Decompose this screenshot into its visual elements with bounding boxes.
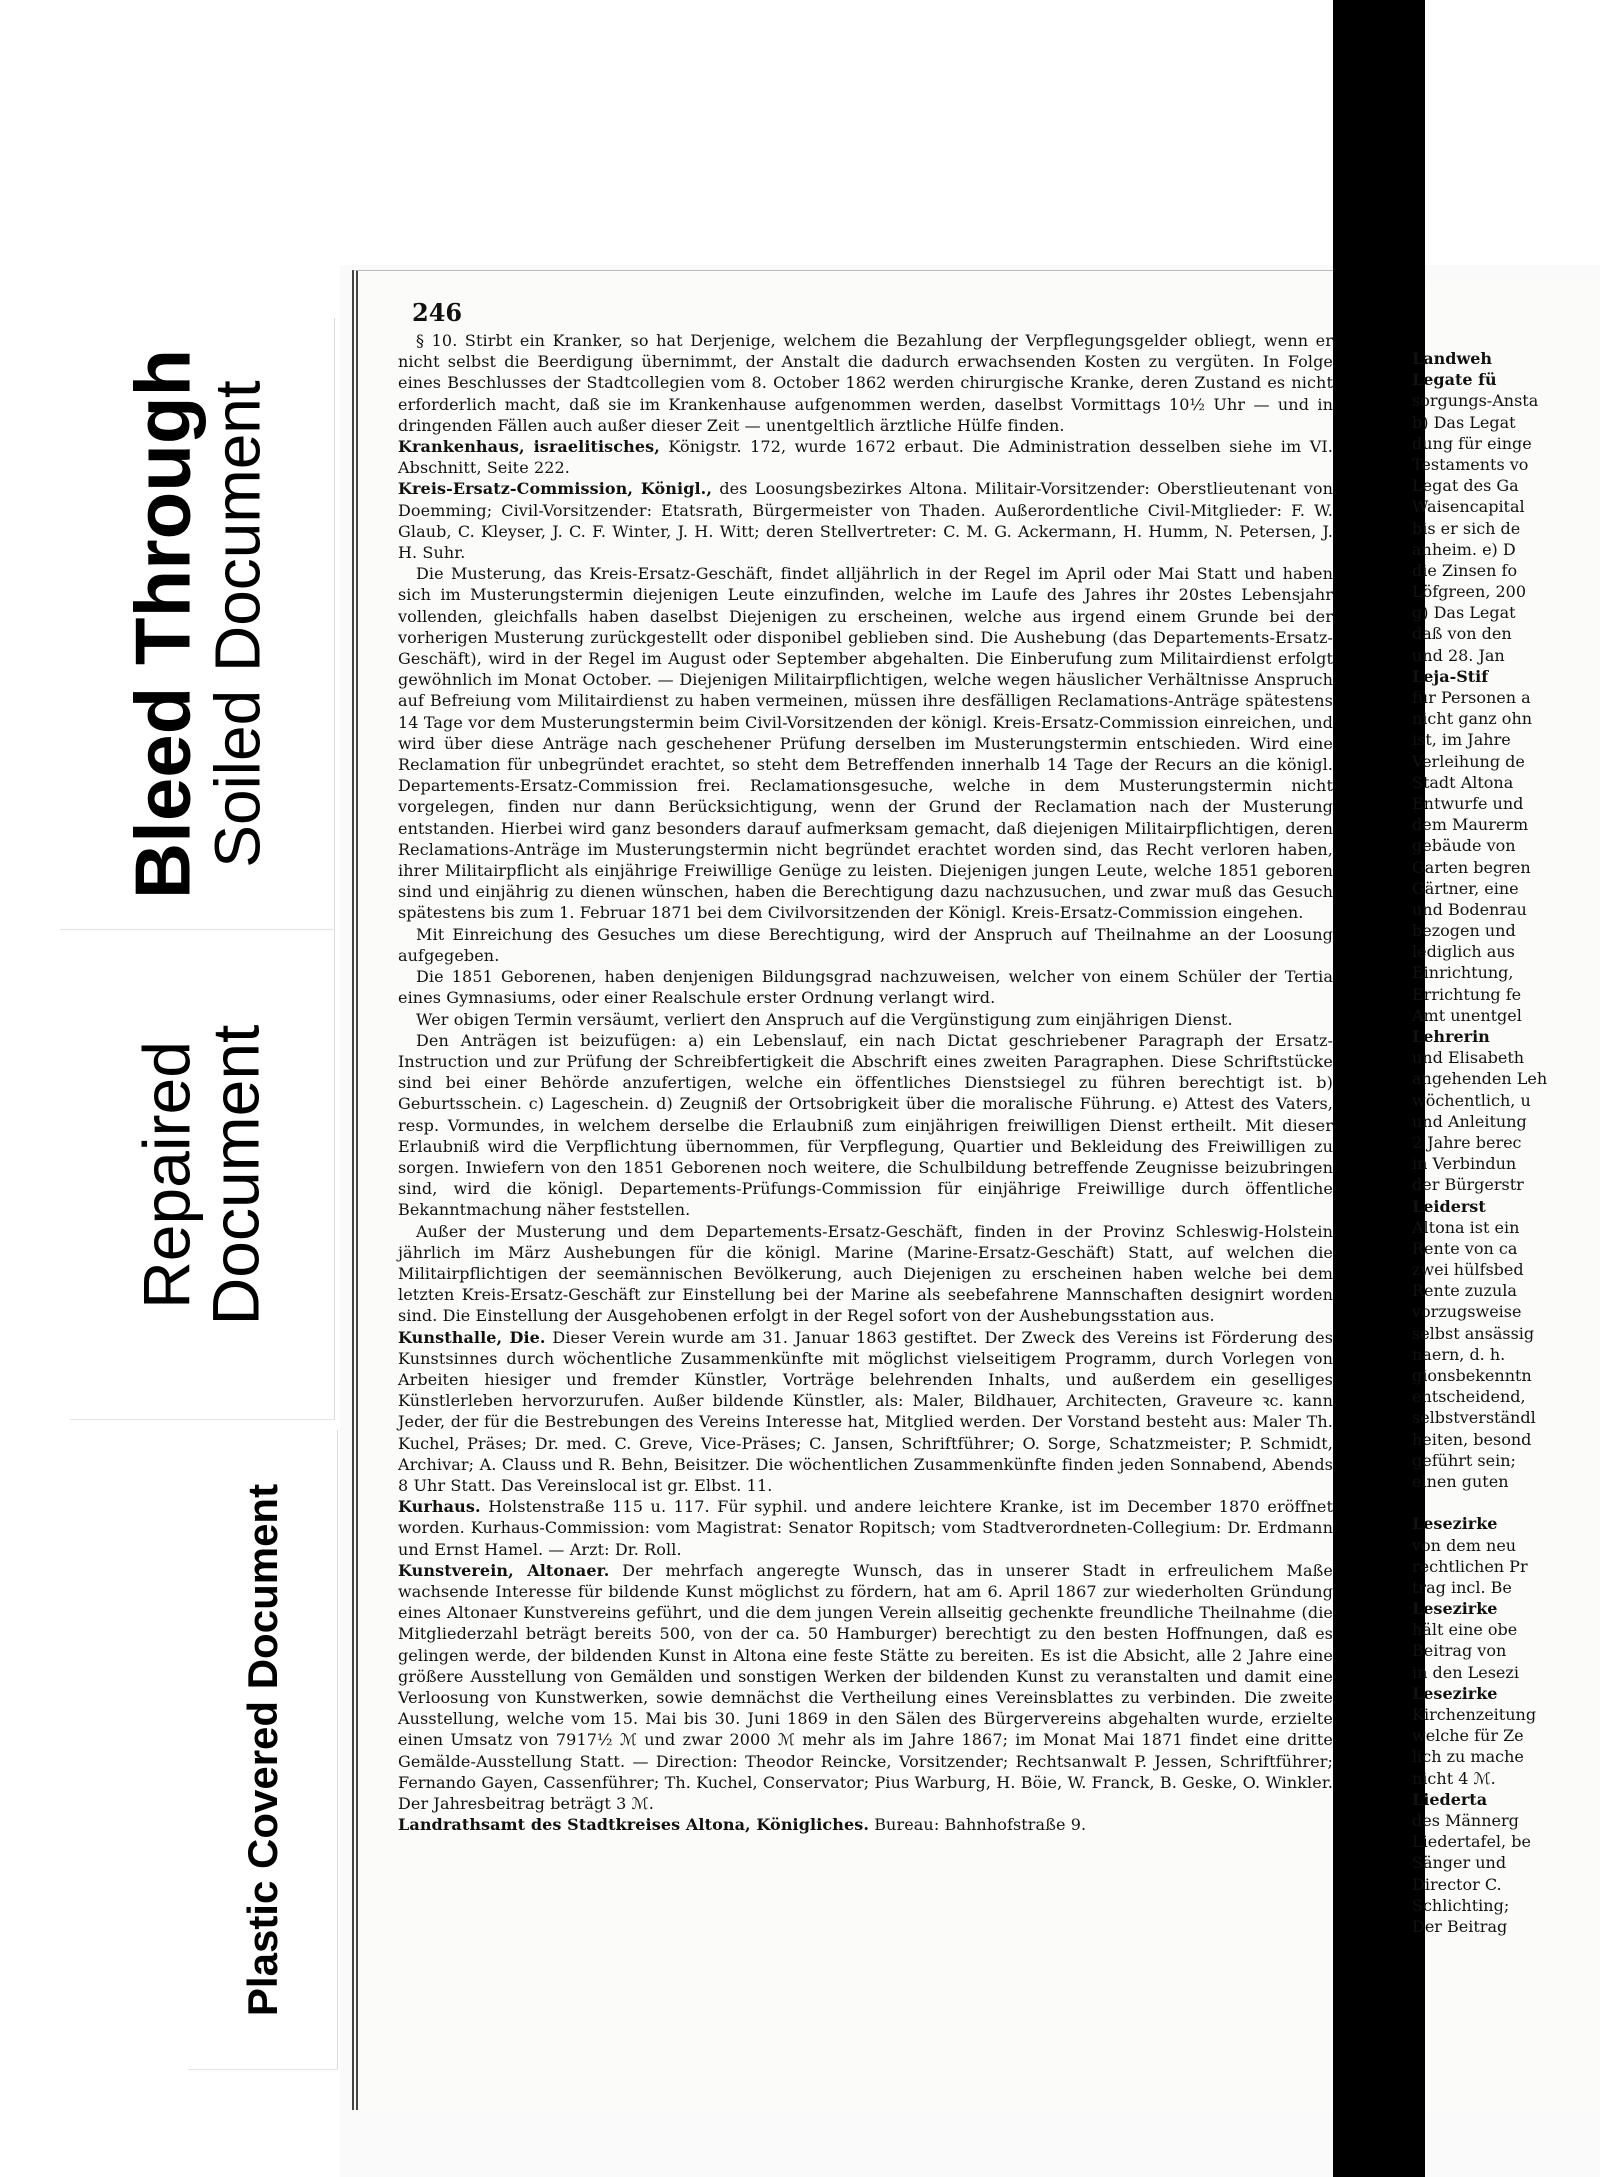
entry-heading: Kunsthalle, Die. bbox=[398, 1327, 546, 1347]
right-page-text bbox=[1412, 348, 1600, 1937]
label-repaired-line1: Repaired bbox=[129, 1040, 204, 1309]
paragraph: § 10. Stirbt ein Kranker, so hat Derjenige, welchem die Bezahlung der Verpflegungsgelder obliegt, wenn er nicht selbst die Beerdigung übernimmt, der Anstalt die dadurch erwachsenden Kosten zu vergüten. In Folge eines Beschlusses der Stadtcollegien vom 8. October 1862 werden chirurgische Kranke, deren Zustand es nicht erforderlich macht, daß sie im Krankenhause aufgenommen werden, daselbst Vormittags 10½ Uhr — und in dringenden Fällen auch außer dieser Zeit — unentgeltlich ärztliche Hülfe finden. bbox=[398, 331, 1333, 435]
right-page-line: und Elisabeth bbox=[1412, 1048, 1525, 1068]
right-page-line: daß von den bbox=[1412, 624, 1512, 644]
paragraph: Außer der Musterung und dem Departements-Ersatz-Geschäft, finden in der Provinz Schleswig-Holstein jährlich im März Aushebungen für die königl. Marine (Marine-Ersatz-Geschäft) Statt, auf welchen die Militairpflichtigen der seemännischen Bevölkerung, auch Diejenigen zu erscheinen haben welche bei dem letzten Kreis-Ersatz-Geschäft zur Einstellung bei der Marine als seebefahrene Mannschaften designirt worden sind. Die Einstellung der Ausgehobenen erfolgt in der Regel sofort von der Aushebungsstation aus. bbox=[398, 1221, 1333, 1326]
right-page-line: Legate fü bbox=[1412, 370, 1497, 390]
right-page-line: in den Lesezi bbox=[1412, 1662, 1519, 1682]
paragraph: Landrathsamt des Stadtkreises Altona, Königliches. Bureau: Bahnhofstraße 9. bbox=[398, 1815, 1087, 1835]
right-page-line: nicht 4 ℳ. bbox=[1412, 1768, 1496, 1788]
right-page-line: für Personen a bbox=[1412, 688, 1531, 707]
right-page-line: bis er sich de bbox=[1412, 518, 1521, 538]
label-soiled-document: Soiled Document bbox=[201, 379, 274, 868]
paragraph: Kreis-Ersatz-Commission, Königl., des Loosungsbezirkes Altona. Militair-Vorsitzender: Oberstlieutenant von Doemming; Civil-Vorsitzender: Etatsrath, Bürgermeister von Thaden. Außerordentliche Civil-Mitglieder: F. W. Glaub, C. Kleyser, J. C. F. Winter, J. H. Witt; deren Stellvertreter: C. M. G. Ackermann, H. Humm, N. Petersen, J. H. Suhr. bbox=[398, 479, 1333, 563]
page-body-text bbox=[398, 330, 1333, 1835]
right-page-line: Testaments vo bbox=[1412, 454, 1529, 474]
right-page-line: gebäude von bbox=[1412, 836, 1516, 856]
right-page-line: geführt sein; bbox=[1412, 1450, 1516, 1470]
label-repaired-line2: Document bbox=[199, 1024, 273, 1325]
right-page-line: 2 Jahre berec bbox=[1412, 1132, 1522, 1152]
right-page-line: g) Das Legat bbox=[1412, 603, 1516, 623]
label-plastic-covered: Plastic Covered Document bbox=[238, 1483, 286, 2016]
paragraph: Kurhaus. Holstenstraße 115 u. 117. Für syphil. und andere leichtere Kranke, ist im December 1870 eröffnet worden. Kurhaus-Commission: vom Magistrat: Senator Ropitsch; vom Stadtverordneten-Collegium: Dr. Erdmann und Ernst Hamel. — Arzt: Dr. Roll. bbox=[398, 1497, 1333, 1559]
right-page-line: lediglich aus bbox=[1412, 942, 1515, 962]
right-page-line: Sänger und bbox=[1412, 1853, 1507, 1873]
right-page-line: dem Maurerm bbox=[1412, 815, 1529, 835]
right-page-line: des Männerg bbox=[1412, 1810, 1519, 1830]
right-page-line: lich zu mache bbox=[1412, 1747, 1524, 1767]
right-page-line: selbstverständl bbox=[1412, 1408, 1536, 1428]
right-page-line: entscheidend, bbox=[1412, 1387, 1526, 1407]
right-page-line: der Bürgerstr bbox=[1412, 1175, 1524, 1195]
right-page-line: Lesezirke bbox=[1412, 1599, 1498, 1619]
right-page-line bbox=[1412, 1492, 1600, 1513]
right-page-line: Leja-Stif bbox=[1412, 666, 1489, 686]
right-page-line: Liedertafel, be bbox=[1412, 1832, 1531, 1852]
right-page-line: Altona ist ein bbox=[1412, 1217, 1520, 1237]
right-page-line: hält eine obe bbox=[1412, 1620, 1518, 1640]
right-page-line: trag incl. Be bbox=[1412, 1577, 1512, 1597]
right-page-line: Liederta bbox=[1412, 1789, 1488, 1809]
entry-heading: Krankenhaus, israelitisches, bbox=[398, 437, 660, 457]
right-page-line: und Anleitung bbox=[1412, 1111, 1527, 1131]
right-page-line: Kirchenzeitung bbox=[1412, 1705, 1537, 1724]
right-page-line: in Verbindun bbox=[1412, 1154, 1517, 1174]
right-page-line: wöchentlich, u bbox=[1412, 1090, 1531, 1110]
right-page-line: Entwurfe und bbox=[1412, 793, 1524, 813]
right-page-line: anheim. e) D bbox=[1412, 539, 1516, 559]
label-bleed-soiled bbox=[60, 318, 335, 930]
right-page-line: Beitrag von bbox=[1412, 1641, 1507, 1661]
right-page-line: einen guten bbox=[1412, 1471, 1509, 1491]
right-page-line: sorgungs-Ansta bbox=[1412, 391, 1539, 411]
right-page-line: Errichtung fe bbox=[1412, 984, 1522, 1004]
right-page-line: rechtlichen Pr bbox=[1412, 1556, 1528, 1576]
label-bleed-through: Bleed Through bbox=[118, 348, 207, 899]
right-page-line: zwei hülfsbed bbox=[1412, 1260, 1524, 1280]
right-page-line: nicht ganz ohn bbox=[1412, 709, 1533, 729]
entry-heading: Kurhaus. bbox=[398, 1497, 481, 1517]
page-number: 246 bbox=[412, 298, 463, 327]
right-page-line: selbst ansässig bbox=[1412, 1323, 1535, 1343]
paragraph: Wer obigen Termin versäumt, verliert den Anspruch auf die Vergünstigung zum einjährigen Dienst. bbox=[416, 1009, 1233, 1029]
label-strip bbox=[0, 0, 340, 2177]
right-page-line: Schlichting; bbox=[1412, 1895, 1510, 1915]
right-page-line: Amt unentgel bbox=[1412, 1005, 1522, 1025]
right-page-line: Einrichtung, bbox=[1412, 963, 1514, 983]
right-page-line: die Zinsen fo bbox=[1412, 560, 1518, 580]
right-page-line: Waisencapital bbox=[1412, 497, 1525, 517]
right-page-line: angehenden Leh bbox=[1412, 1069, 1548, 1089]
right-page-line: Der Beitrag bbox=[1412, 1916, 1508, 1936]
right-page-line: Rente von ca bbox=[1412, 1238, 1518, 1258]
right-page-line: vorzugsweise bbox=[1412, 1302, 1522, 1322]
right-page-line: b) Das Legat bbox=[1412, 412, 1516, 432]
right-page-line: Stadt Altona bbox=[1412, 772, 1514, 792]
right-page-line: und Bodenrau bbox=[1412, 899, 1527, 919]
right-page-line: Löfgreen, 200 bbox=[1412, 582, 1527, 602]
right-page-line: Lesezirke bbox=[1412, 1683, 1498, 1703]
right-page-line: ist, im Jahre bbox=[1412, 730, 1511, 750]
right-page-line: Verleihung de bbox=[1412, 751, 1525, 771]
entry-heading: Kreis-Ersatz-Commission, Königl., bbox=[398, 479, 713, 499]
paragraph: Kunstverein, Altonaer. Der mehrfach angeregte Wunsch, das in unserer Stadt in erfreulichem Maße wachsende Interesse für bildende Kunst möglichst zu fördern, hat am 6. April 1867 zur wiederholten Gründung eines Altonaer Kunstvereins geführt, und die dem jungen Verein allseitig gechenkte freundliche Theilnahme (die Mitgliederzahl beträgt bereits 500, von der ca. 50 Hamburger) berechtigt zu den besten Hoffnungen, daß es gelingen werde, der bildenden Kunst in Altona eine feste Stätte zu bereiten. Es ist die Absicht, alle 2 Jahre eine größere Ausstellung von Gemälden und sonstigen Werken der bildenden Kunst zu veranstalten und damit eine Verloosung von Kunstwerken, sowie demnächst die Vertheilung eines Vereinsblattes zu verbinden. Die zweite Ausstellung, welche vom 15. Mai bis 30. Juni 1869 in den Sälen des Bürgervereins abgehalten wurde, erzielte einen Umsatz von 7917½ ℳ und zwar 2000 ℳ mehr als im Jahre 1867; im Monat Mai 1871 findet eine dritte Gemälde-Ausstellung Statt. — Direction: Theodor Reincke, Vorsitzender; Rechtsanwalt P. Jessen, Schriftführer; Fernando Gayen, Cassenführer; Th. Kuchel, Conservator; Pius Warburg, H. Böie, W. Franck, B. Geske, O. Winkler. Der Jahresbeitrag beträgt 3 ℳ. bbox=[398, 1560, 1334, 1814]
right-page-line: dung für einge bbox=[1412, 433, 1532, 453]
right-page-line: heiten, besond bbox=[1412, 1429, 1532, 1449]
paragraph: Den Anträgen ist beizufügen: a) ein Lebenslauf, ein nach Dictat geschriebener Paragraph der Ersatz-Instruction und zur Prüfung der Schreibfertigkeit die Abschrift eines zweiten Paragraphen. Diese Schriftstücke sind bei einer Behörde anzufertigen, welche ein öffentliches Dienstsiegel zu führen berechtigt ist. b) Geburtsschein. c) Lageschein. d) Zeugniß der Ortsobrigkeit über die moralische Führung. e) Attest des Vaters, resp. Vormundes, in welchem derselbe die Erlaubniß zum einjährigen freiwilligen Dienst ertheilt. Mit dieser Erlaubniß wird die Verpflichtung übernommen, für Verpflegung, Quartier und Bekleidung des Freiwilligen zu sorgen. Inwiefern von den 1851 Geborenen noch weitere, die Schulbildung betreffende Zeugnisse beizubringen sind, wird die königl. Departements-Prüfungs-Commission für einjährige Freiwillige durch öffentliche Bekanntmachung näher feststellen. bbox=[398, 1030, 1333, 1220]
right-page-line: Landweh bbox=[1412, 349, 1493, 368]
paragraph: Mit Einreichung des Gesuches um diese Berechtigung, wird der Anspruch auf Theilnahme an der Loosung aufgegeben. bbox=[398, 924, 1333, 965]
right-page-line: und 28. Jan bbox=[1412, 645, 1505, 665]
right-page-line: Rente zuzula bbox=[1412, 1281, 1517, 1301]
right-page-line: von dem neu bbox=[1412, 1535, 1517, 1555]
label-repaired bbox=[70, 930, 335, 1420]
right-page-line: Garten begren bbox=[1412, 857, 1531, 877]
right-page-line: welche für Ze bbox=[1412, 1726, 1524, 1746]
label-plastic bbox=[188, 1430, 338, 2070]
label-bleed-soiled-text bbox=[118, 348, 274, 899]
entry-heading: Kunstverein, Altonaer. bbox=[398, 1560, 610, 1580]
white-corner bbox=[1425, 0, 1600, 240]
right-page-line: naern, d. h. bbox=[1412, 1344, 1506, 1364]
right-page-line: Legat des Ga bbox=[1412, 476, 1519, 496]
right-page-line: Lehrerin bbox=[1412, 1027, 1490, 1046]
paragraph: Krankenhaus, israelitisches, Königstr. 172, wurde 1672 erbaut. Die Administration desselben siehe im VI. Abschnitt, Seite 222. bbox=[398, 437, 1333, 478]
paragraph: Die 1851 Geborenen, haben denjenigen Bildungsgrad nachzuweisen, welcher von einem Schüler der Tertia eines Gymnasiums, oder einer Realschule erster Ordnung verlangt wird. bbox=[398, 967, 1333, 1008]
right-page-line: gionsbekenntn bbox=[1412, 1366, 1532, 1385]
paragraph: Die Musterung, das Kreis-Ersatz-Geschäft, findet alljährlich in der Regel im April oder Mai Statt und haben sich im Musterungstermin diejenigen Leute einzufinden, welche im Laufe des Jahres ihr 20stes Lebensjahr vollenden, gleichfalls haben daselbst Diejenigen zu erscheinen, welche aus irgend einem Grunde bei der vorherigen Musterung zurückgestellt oder disponibel geblieben sind. Die Aushebung (das Departements-Ersatz-Geschäft), wird in der Regel im August oder September abgehalten. Die Einberufung zum Militairdienst erfolgt gewöhnlich im Monat October. — Diejenigen Militairpflichtigen, welche wegen häuslicher Verhältnisse Anspruch auf Befreiung vom Militairdienst zu haben vermeinen, müssen ihre desfälligen Reclamations-Anträge spätestens 14 Tage vor dem Musterungstermin beim Civil-Vorsitzenden der königl. Kreis-Ersatz-Commission einreichen, und wird über diese Anträge nach geschehener Prüfung derselben im Musterungstermin entschieden. Wird eine Reclamation für unbegründet erachtet, so steht dem Betreffenden innerhalb 14 Tage der Recurs an die königl. Departements-Ersatz-Commission frei. Reclamationsgesuche, welche in dem Musterungstermin nicht vorgelegen, finden nur dann Berücksichtigung, wenn der Grund der Reclamation nach der Musterung entstanden. Hierbei wird ganz besonders darauf aufmerksam gemacht, daß diejenigen Militairpflichtigen, deren Reclamations-Anträge im Musterungstermin nicht begründet erachtet worden sind, das Recht verloren haben, ihrer Militairpflicht als einjährige Freiwillige Genüge zu leisten. Diejenigen jungen Leute, welche 1851 geboren sind und einjährig zu dienen wünschen, haben die Berechtigung dazu nachzusuchen, und zwar muß das Gesuch spätestens bis zum 1. Februar 1871 bei dem Civilvorsitzenden der Königl. Kreis-Ersatz-Commission eingehen. bbox=[398, 564, 1333, 923]
right-page-line: Director C. bbox=[1412, 1874, 1502, 1894]
right-page-line: bezogen und bbox=[1412, 921, 1516, 941]
right-page-line: Leiderst bbox=[1412, 1196, 1486, 1216]
right-page-line: Lesezirke bbox=[1412, 1514, 1498, 1534]
entry-heading: Landrathsamt des Stadtkreises Altona, Königliches. bbox=[398, 1815, 870, 1835]
right-page-line: Gärtner, eine bbox=[1412, 878, 1519, 898]
paragraph: Kunsthalle, Die. Dieser Verein wurde am 31. Januar 1863 gestiftet. Der Zweck des Vereins ist Förderung des Kunstsinnes durch wöchentliche Zusammenkünfte mit möglichst vielseitigem Programm, durch Vorlegen von Arbeiten hiesiger und fremder Künstler, Vorträge belehrenden Inhalts, und außerdem ein geselliges Künstlerleben hervorzurufen. Außer bildende Künstler, als: Maler, Bildhauer, Architecten, Graveure ꝛc. kann Jeder, der für die Bestrebungen des Vereins Interesse hat, Mitglied werden. Der Vorstand besteht aus: Maler Th. Kuchel, Präses; Dr. med. C. Greve, Vice-Präses; C. Jansen, Schriftführer; O. Sorge, Schatzmeister; P. Schmidt, Archivar; A. Clauss und R. Behn, Beisitzer. Die wöchentlichen Zusammenkünfte finden jeden Sonnabend, Abends 8 Uhr Statt. Das Vereinslocal ist gr. Elbst. 11. bbox=[398, 1327, 1334, 1495]
label-repaired-text bbox=[129, 1024, 273, 1325]
